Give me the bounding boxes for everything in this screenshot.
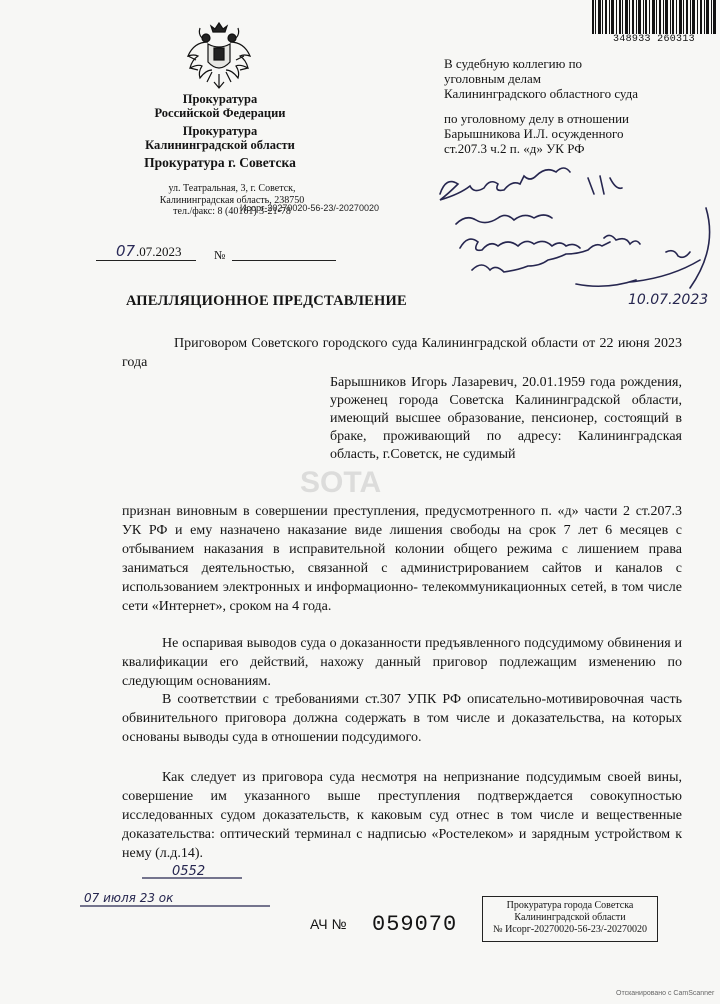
number-label: №: [214, 248, 226, 262]
registration-stamp: [482, 896, 658, 942]
handwritten-resolution-signature: [420, 164, 716, 312]
evidence-paragraph: Как следует из приговора суда несмотря на непризнание подсудимым своей вины, совершение им указанного выше преступления подтверждается совокупностью исследованных судом доказательств, к каковым суд отнес в том числе и вещественные доказательства: оптический терминал с надписью «Ростелеком» и зарядным устройством к нему (л.д.14).: [122, 770, 682, 861]
org-line: Прокуратура: [182, 124, 258, 138]
handwritten-registration-notes: [76, 862, 276, 912]
handwritten-day: 07: [116, 242, 136, 260]
scan-credit: Отсканировано с CamScanner: [616, 990, 715, 997]
stamp-line: № Исорг-20270020-56-23/-20270020: [493, 924, 647, 935]
stamp-line: Прокуратура города Советска: [506, 900, 634, 911]
date-underline: [96, 260, 196, 261]
stamp-line: Калининградской области: [514, 912, 626, 923]
org-line: Российской Федерации: [154, 106, 286, 120]
registration-overstamp: Исорг-20270020-56-23/-20270020: [240, 203, 379, 213]
org-line: Прокуратура г. Советска: [144, 155, 296, 170]
grounds-paragraph: Не оспаривая выводов суда о доказанности предъявленного подсудимому обвинения и квалификации его действий, нахожу данный приговор подлежащим изменению по следующим основаниям.: [122, 636, 682, 689]
number-underline: [232, 260, 336, 261]
addressee-line: Калининградского областного суда: [444, 86, 638, 101]
document-date-line: [96, 242, 336, 262]
handwritten-receipt-date: 07 июля 23 ок: [84, 891, 174, 905]
printed-month-year: .07.2023: [136, 244, 182, 259]
address-line: Калининградская область, 238750: [159, 194, 305, 206]
sota-watermark: SOTA: [300, 466, 382, 499]
addressee-block: [444, 56, 714, 156]
double-headed-eagle-emblem-icon: [186, 20, 252, 92]
barcode: [590, 0, 718, 46]
org-line: Калининградской области: [145, 138, 295, 152]
case-line: ст.207.3 ч.2 п. «д» УК РФ: [444, 141, 585, 156]
ach-label: АЧ №: [310, 916, 347, 932]
handwritten-register-number: 0552: [172, 864, 206, 879]
barcode-number: 348933 260313: [613, 34, 695, 45]
sentence-paragraph: признан виновным в совершении преступления, предусмотренного п. «д» части 2 ст.207.3 УК РФ и ему назначено наказание виде лишения свободы на срок 7 лет 6 месяцев с отбыванием наказания в исправительной колонии общего режима с лишением права заниматься деятельностью, связанной с администрированием сайтов и каналов с использованием электронных и информационно- телекоммуникационных сетей, в том числе сети «Интернет», сроком на 4 года.: [122, 504, 682, 614]
org-line: Прокуратура: [182, 92, 258, 106]
barcode-bars: [592, 0, 716, 34]
legal-requirements-paragraph: В соответствии с требованиями ст.307 УПК РФ описательно-мотивировочная часть обвинительного приговора должна содержать в том числе и доказательства, на которых основаны выводы суда в отношении подсудимого.: [122, 692, 682, 745]
verdict-intro-paragraph: Приговором Советского городского суда Калининградской области от 22 июня 2023 года: [122, 336, 682, 370]
addressee-line: уголовным делам: [444, 71, 541, 86]
address-line: тел./факс: 8 (40161) 3-21-78: [173, 206, 291, 217]
addressee-line: В судебную коллегию по: [444, 56, 583, 71]
prosecutor-office-header: [100, 92, 340, 170]
document-title: АПЕЛЛЯЦИОННОЕ ПРЕДСТАВЛЕНИЕ: [126, 293, 407, 309]
case-line: по уголовному делу в отношении: [444, 111, 629, 126]
case-line: Барышникова И.Л. осужденного: [444, 126, 624, 141]
address-line: ул. Театральная, 3, г. Советск,: [168, 183, 296, 194]
defendant-details-paragraph: Барышников Игорь Лазаревич, 20.01.1959 года рождения, уроженец города Советска Калининградской области, имеющий высшее образование, пенсионер, состоящий в браке, проживающий по адресу: Калининградская область, г.Советск, не судимый: [330, 375, 682, 462]
ach-number: 059070: [372, 912, 458, 937]
handwritten-resolution-date: 10.07.2023: [628, 292, 709, 308]
